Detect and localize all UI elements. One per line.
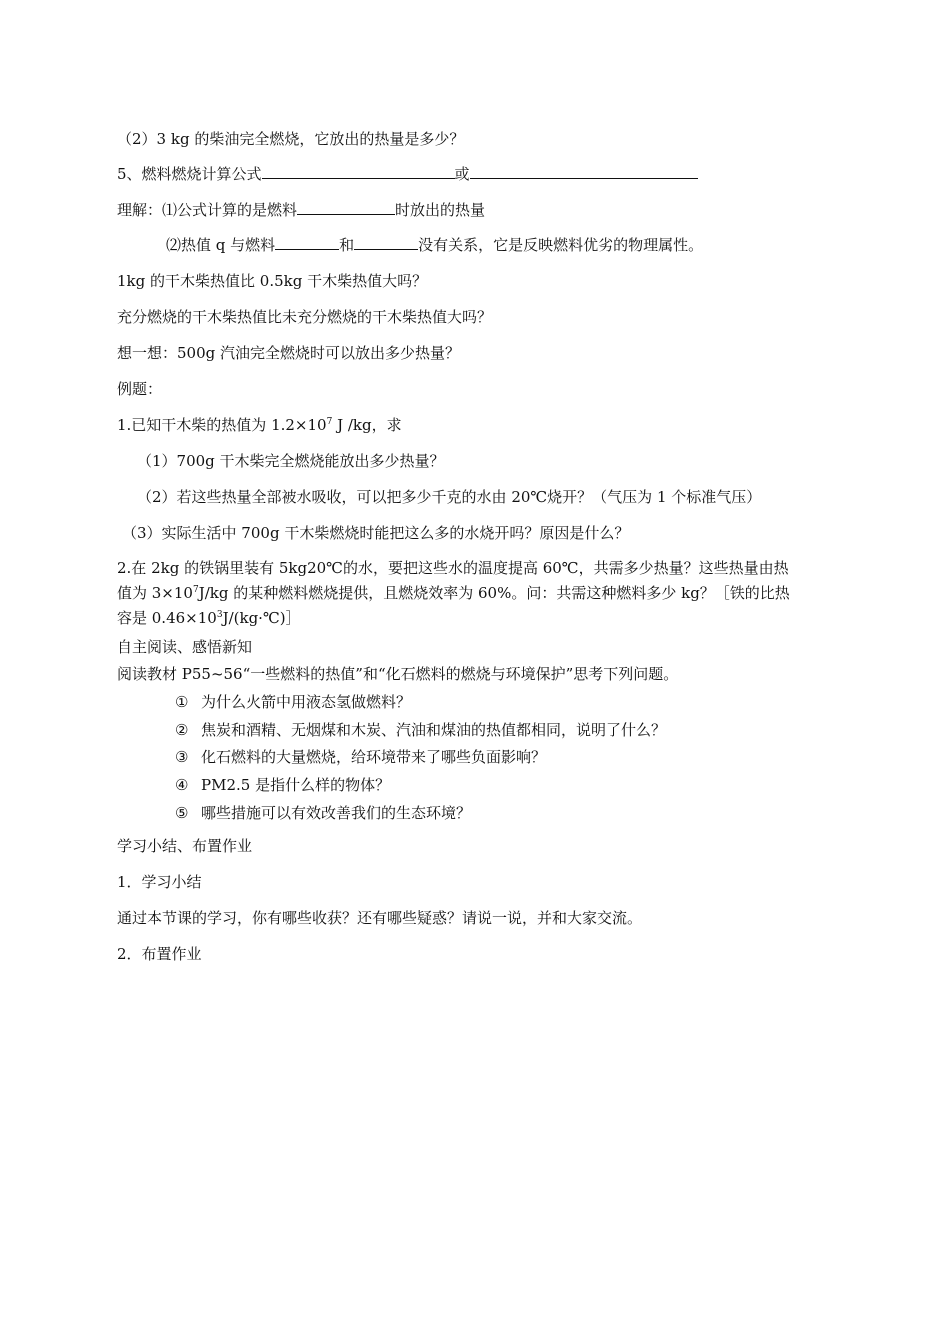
formula-line: [117, 163, 698, 185]
self-read-item: [175, 746, 546, 768]
example-2-l2-b: J/kg 的某种燃料燃烧提供，且燃烧效率为 60%。问：共需这种燃料多少 kg？［铁的比热: [198, 584, 790, 602]
understand-blank-1[interactable]: [297, 199, 395, 215]
formula-prefix: 5、燃料燃烧计算公式: [117, 165, 262, 183]
formula-or: 或: [454, 165, 470, 183]
formula-blank-2[interactable]: [470, 163, 698, 179]
self-read-item: [175, 719, 666, 741]
self-read-item: [175, 691, 411, 713]
understand-blank-2[interactable]: [275, 234, 339, 250]
think-question: 想一想：500g 汽油完全燃烧时可以放出多少热量？: [117, 344, 461, 362]
understand-line-2: [166, 234, 703, 256]
example-2-line-1: 2.在 2kg 的铁锅里装有 5kg20℃的水，要把这些水的温度提高 60℃，共需多少热量？这些热量由热: [117, 559, 789, 577]
self-read-item: [175, 774, 390, 796]
item-number: ⑤: [175, 804, 189, 822]
example-1-stem-a: 1.已知干木柴的热值为 1.2×10: [117, 416, 327, 434]
item-text: 哪些措施可以有效改善我们的生态环境？: [201, 804, 472, 822]
example-1-stem: [117, 414, 402, 436]
example-1-sub-3: （3）实际生活中 700g 干木柴燃烧时能把这么多的水烧开吗？原因是什么？: [122, 524, 630, 542]
summary-title: 学习小结、布置作业: [117, 837, 253, 855]
example-2-line-3: [117, 607, 301, 629]
self-read-intro: 阅读教材 P55~56“一些燃料的热值”和“化石燃料的燃烧与环境保护”思考下列问题。: [117, 665, 679, 683]
example-1-exponent: 7: [326, 417, 333, 427]
summary-section-1-text: 通过本节课的学习，你有哪些收获？还有哪些疑惑？请说一说，并和大家交流。: [117, 909, 643, 927]
question-mass: 1kg 的干木柴热值比 0.5kg 干木柴热值大吗？: [117, 272, 428, 290]
understand-p2-a: ⑵热值 q 与燃料: [166, 236, 276, 254]
formula-blank-1[interactable]: [262, 163, 455, 179]
self-read-title: 自主阅读、感悟新知: [117, 638, 253, 656]
understand-label: 理解：: [117, 201, 163, 219]
understand-p2-and: 和: [339, 236, 355, 254]
item-text: 化石燃料的大量燃烧，给环境带来了哪些负面影响？: [201, 748, 547, 766]
example-2-l2-a: 值为 3×10: [117, 584, 193, 602]
understand-p1-a: ⑴公式计算的是燃料: [162, 201, 298, 219]
example-1-stem-b: J /kg，求: [332, 416, 402, 434]
example-label: 例题：: [117, 380, 163, 398]
self-read-item: [175, 802, 471, 824]
understand-blank-3[interactable]: [354, 234, 418, 250]
understand-line-1: [117, 199, 485, 221]
item-number: ②: [175, 721, 189, 739]
question-full-burn: 充分燃烧的干木柴热值比未充分燃烧的干木柴热值大吗？: [117, 308, 493, 326]
summary-section-2: 2．布置作业: [117, 945, 202, 963]
example-2-l3-a: 容是 0.46×10: [117, 609, 217, 627]
item-number: ④: [175, 776, 189, 794]
question-diesel: （2）3 kg 的柴油完全燃烧，它放出的热量是多少？: [117, 130, 465, 148]
item-number: ③: [175, 748, 189, 766]
example-1-sub-2: （2）若这些热量全部被水吸收，可以把多少千克的水由 20℃烧开？（气压为 1 个标准气压）: [137, 488, 762, 506]
understand-p2-b: 没有关系，它是反映燃料优劣的物理属性。: [418, 236, 704, 254]
example-2-l2-exponent: 7: [192, 585, 199, 595]
item-text: 焦炭和酒精、无烟煤和木炭、汽油和煤油的热值都相同，说明了什么？: [201, 721, 667, 739]
example-2-l3-exponent: 3: [216, 610, 223, 620]
item-text: PM2.5 是指什么样的物体？: [201, 776, 391, 794]
summary-section-1: 1．学习小结: [117, 873, 202, 891]
example-1-sub-1: （1）700g 干木柴完全燃烧能放出多少热量？: [137, 452, 445, 470]
understand-p1-b: 时放出的热量: [395, 201, 486, 219]
example-2-line-2: [117, 582, 790, 604]
example-2-l3-b: J/(kg·℃)］: [222, 609, 301, 627]
item-text: 为什么火箭中用液态氢做燃料？: [201, 693, 412, 711]
item-number: ①: [175, 693, 189, 711]
